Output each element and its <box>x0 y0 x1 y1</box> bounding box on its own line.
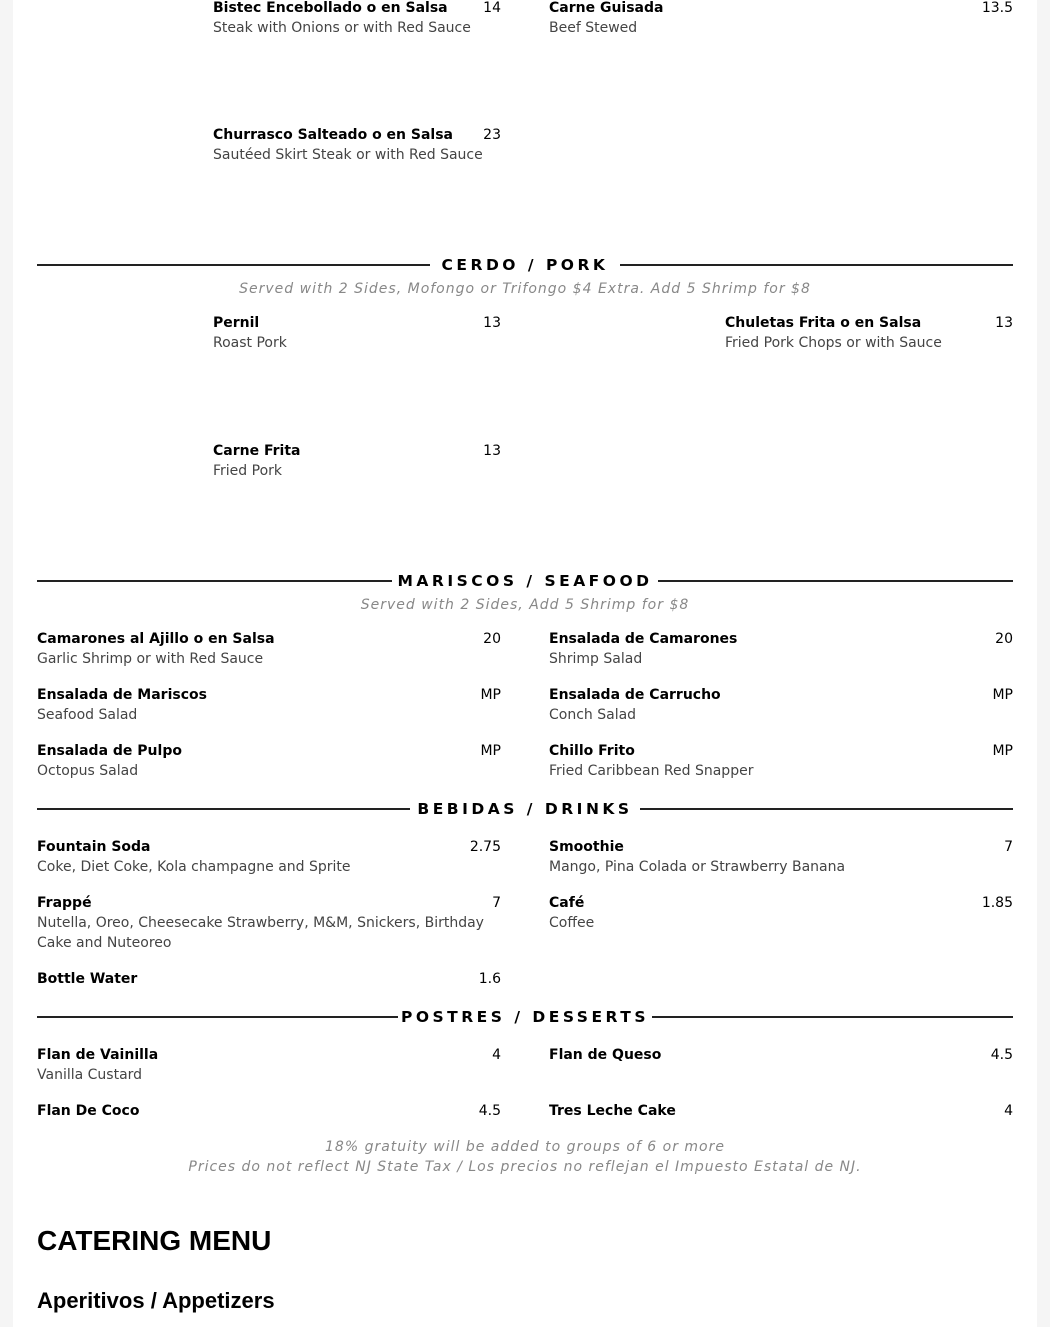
item-name: Chuletas Frita o en Salsa <box>725 315 922 331</box>
menu-item <box>549 685 1013 725</box>
item-description: Shrimp Salad <box>549 651 643 667</box>
item-name: Bistec Encebollado o en Salsa <box>213 0 448 16</box>
menu-item <box>549 893 1013 933</box>
item-description: Sautéed Skirt Steak or with Red Sauce <box>213 147 483 163</box>
item-name: Fountain Soda <box>37 839 151 855</box>
appetizers-heading: Aperitivos / Appetizers <box>37 1288 275 1313</box>
section-note-seafood: Served with 2 Sides, Add 5 Shrimp for $8 <box>360 597 690 613</box>
item-price: 4 <box>1004 1103 1013 1119</box>
item-name: Chillo Frito <box>549 743 635 759</box>
menu-item <box>549 629 1013 669</box>
catering-title: CATERING MENU <box>37 1225 272 1256</box>
item-description: Conch Salad <box>549 707 637 723</box>
item-price: 7 <box>1004 839 1013 855</box>
item-name: Flan de Queso <box>549 1047 662 1063</box>
item-price: 23 <box>483 127 501 143</box>
item-description: Steak with Onions or with Red Sauce <box>213 20 471 36</box>
menu-item <box>213 125 501 165</box>
item-name: Tres Leche Cake <box>549 1103 676 1119</box>
item-price: MP <box>480 743 501 759</box>
item-description: Seafood Salad <box>37 707 138 723</box>
item-name: Camarones al Ajillo o en Salsa <box>37 631 275 647</box>
item-name: Café <box>549 895 585 911</box>
item-description: Mango, Pina Colada or Strawberry Banana <box>549 859 846 875</box>
item-name: Carne Frita <box>213 443 301 459</box>
item-price: 4.5 <box>990 1047 1013 1063</box>
item-price: 2.75 <box>469 839 501 855</box>
item-name: Carne Guisada <box>549 0 664 16</box>
item-name: Ensalada de Mariscos <box>37 687 207 703</box>
menu-item <box>549 0 1013 38</box>
menu-item <box>549 1045 1013 1065</box>
item-description: Fried Caribbean Red Snapper <box>549 763 754 779</box>
item-description: Fried Pork Chops or with Sauce <box>725 335 942 351</box>
menu-item <box>37 1045 501 1085</box>
item-name: Flan De Coco <box>37 1103 140 1119</box>
item-name: Pernil <box>213 315 260 331</box>
item-name: Ensalada de Carrucho <box>549 687 721 703</box>
menu-item <box>37 893 501 953</box>
tax-note: Prices do not reflect NJ State Tax / Los precios no reflejan el Impuesto Estatal de NJ. <box>188 1159 862 1175</box>
item-price: 1.85 <box>981 895 1013 911</box>
item-name: Frappé <box>37 895 92 911</box>
menu-item <box>725 313 1013 353</box>
section-note-pork: Served with 2 Sides, Mofongo or Trifongo $4 Extra. Add 5 Shrimp for $8 <box>239 281 811 297</box>
item-price: 4 <box>492 1047 501 1063</box>
section-title-pork: CERDO / PORK <box>441 256 609 274</box>
section-title-seafood: MARISCOS / SEAFOOD <box>397 572 653 590</box>
item-name: Flan de Vainilla <box>37 1047 159 1063</box>
item-description: Fried Pork <box>213 463 283 479</box>
item-price: MP <box>992 743 1013 759</box>
item-price: MP <box>992 687 1013 703</box>
menu-item <box>213 441 501 481</box>
item-price: 13 <box>483 315 501 331</box>
item-price: MP <box>480 687 501 703</box>
menu-item <box>549 837 1013 877</box>
item-description: Coke, Diet Coke, Kola champagne and Sprite <box>37 859 351 875</box>
item-price: 13 <box>483 443 501 459</box>
item-price: 13 <box>995 315 1013 331</box>
item-price: 14 <box>483 0 501 16</box>
menu-item <box>37 969 501 989</box>
item-price: 1.6 <box>478 971 501 987</box>
item-price: 4.5 <box>478 1103 501 1119</box>
menu-item <box>549 741 1013 781</box>
gratuity-note: 18% gratuity will be added to groups of 6 or more <box>325 1139 725 1155</box>
item-name: Bottle Water <box>37 971 138 987</box>
section-title-desserts: POSTRES / DESSERTS <box>400 1008 650 1026</box>
menu-item <box>37 837 501 877</box>
item-price: 20 <box>995 631 1013 647</box>
menu-item <box>549 1101 1013 1121</box>
item-description: Roast Pork <box>213 335 287 351</box>
item-description: Garlic Shrimp or with Red Sauce <box>37 651 264 667</box>
section-title-drinks: BEBIDAS / DRINKS <box>417 800 633 818</box>
item-description: Vanilla Custard <box>37 1067 143 1083</box>
item-name: Ensalada de Camarones <box>549 631 738 647</box>
menu-item <box>37 1101 501 1121</box>
item-description: Coffee <box>549 915 595 931</box>
menu-item <box>213 0 501 38</box>
item-description: Beef Stewed <box>549 20 638 36</box>
item-name: Smoothie <box>549 839 624 855</box>
menu-item <box>37 685 501 725</box>
menu-item <box>37 629 501 669</box>
item-price: 7 <box>492 895 501 911</box>
item-name: Ensalada de Pulpo <box>37 743 182 759</box>
item-description: Nutella, Oreo, Cheesecake Strawberry, M&M, Snickers, Birthday Cake and Nuteoreo <box>37 915 484 951</box>
item-description: Octopus Salad <box>37 763 139 779</box>
item-name: Churrasco Salteado o en Salsa <box>213 127 454 143</box>
item-price: 20 <box>483 631 501 647</box>
item-price: 13.5 <box>981 0 1013 16</box>
menu-item <box>213 313 501 353</box>
menu-item <box>37 741 501 781</box>
